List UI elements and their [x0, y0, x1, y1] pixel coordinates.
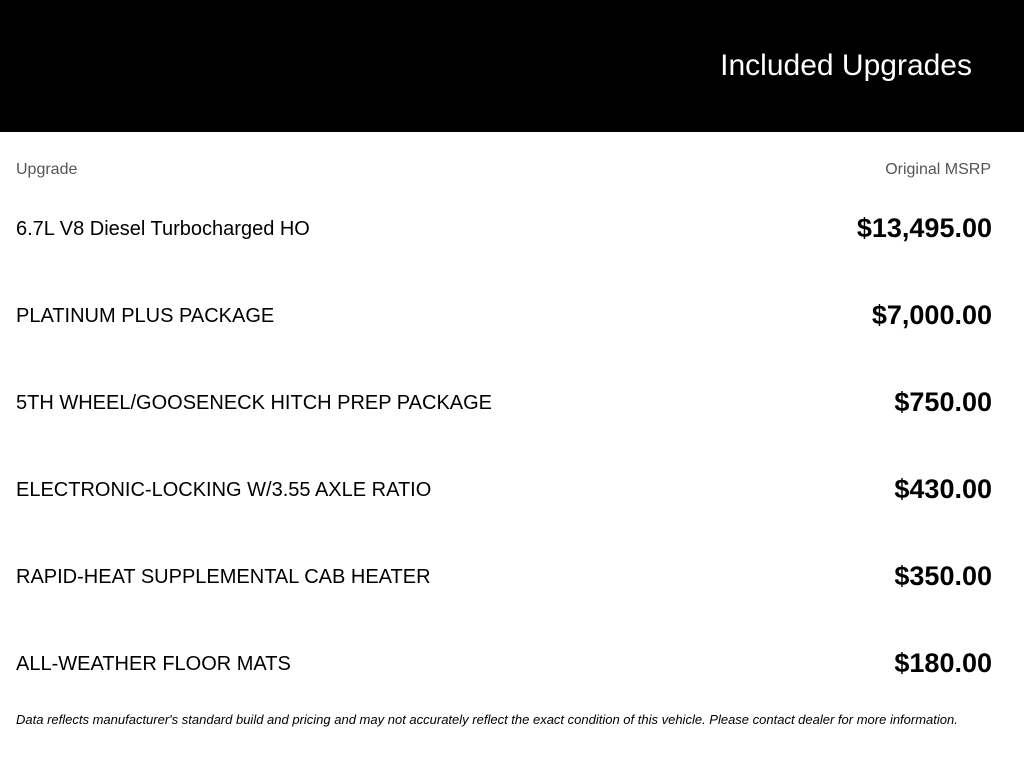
table-row — [0, 184, 1024, 271]
table-row — [0, 358, 1024, 445]
table-row — [0, 532, 1024, 619]
upgrade-price: $430.00 — [894, 474, 992, 504]
table-row — [0, 619, 1024, 706]
upgrade-price: $350.00 — [894, 561, 992, 591]
upgrade-price: $180.00 — [894, 648, 992, 678]
column-header-upgrade: Upgrade — [16, 161, 78, 178]
upgrade-name: ALL-WEATHER FLOOR MATS — [16, 653, 291, 675]
table-header — [0, 159, 1024, 181]
table-row — [0, 445, 1024, 532]
upgrade-name: 6.7L V8 Diesel Turbocharged HO — [16, 218, 310, 240]
upgrade-name: 5TH WHEEL/GOOSENECK HITCH PREP PACKAGE — [16, 392, 493, 414]
page-title: Included Upgrades — [720, 49, 972, 82]
upgrade-price: $7,000.00 — [871, 300, 992, 330]
page-header — [0, 0, 1024, 132]
upgrades-list — [0, 184, 1024, 706]
upgrade-name: PLATINUM PLUS PACKAGE — [16, 305, 275, 327]
upgrade-price: $750.00 — [894, 387, 992, 417]
upgrade-price: $13,495.00 — [856, 213, 992, 243]
upgrade-name: ELECTRONIC-LOCKING W/3.55 AXLE RATIO — [16, 479, 432, 501]
column-header-msrp: Original MSRP — [885, 161, 991, 178]
table-row — [0, 271, 1024, 358]
disclaimer-text: Data reflects manufacturer's standard build and pricing and may not accurately reflect the exact condition of this vehicle. Please contact dealer for more information. — [16, 712, 958, 727]
upgrade-name: RAPID-HEAT SUPPLEMENTAL CAB HEATER — [16, 566, 431, 588]
